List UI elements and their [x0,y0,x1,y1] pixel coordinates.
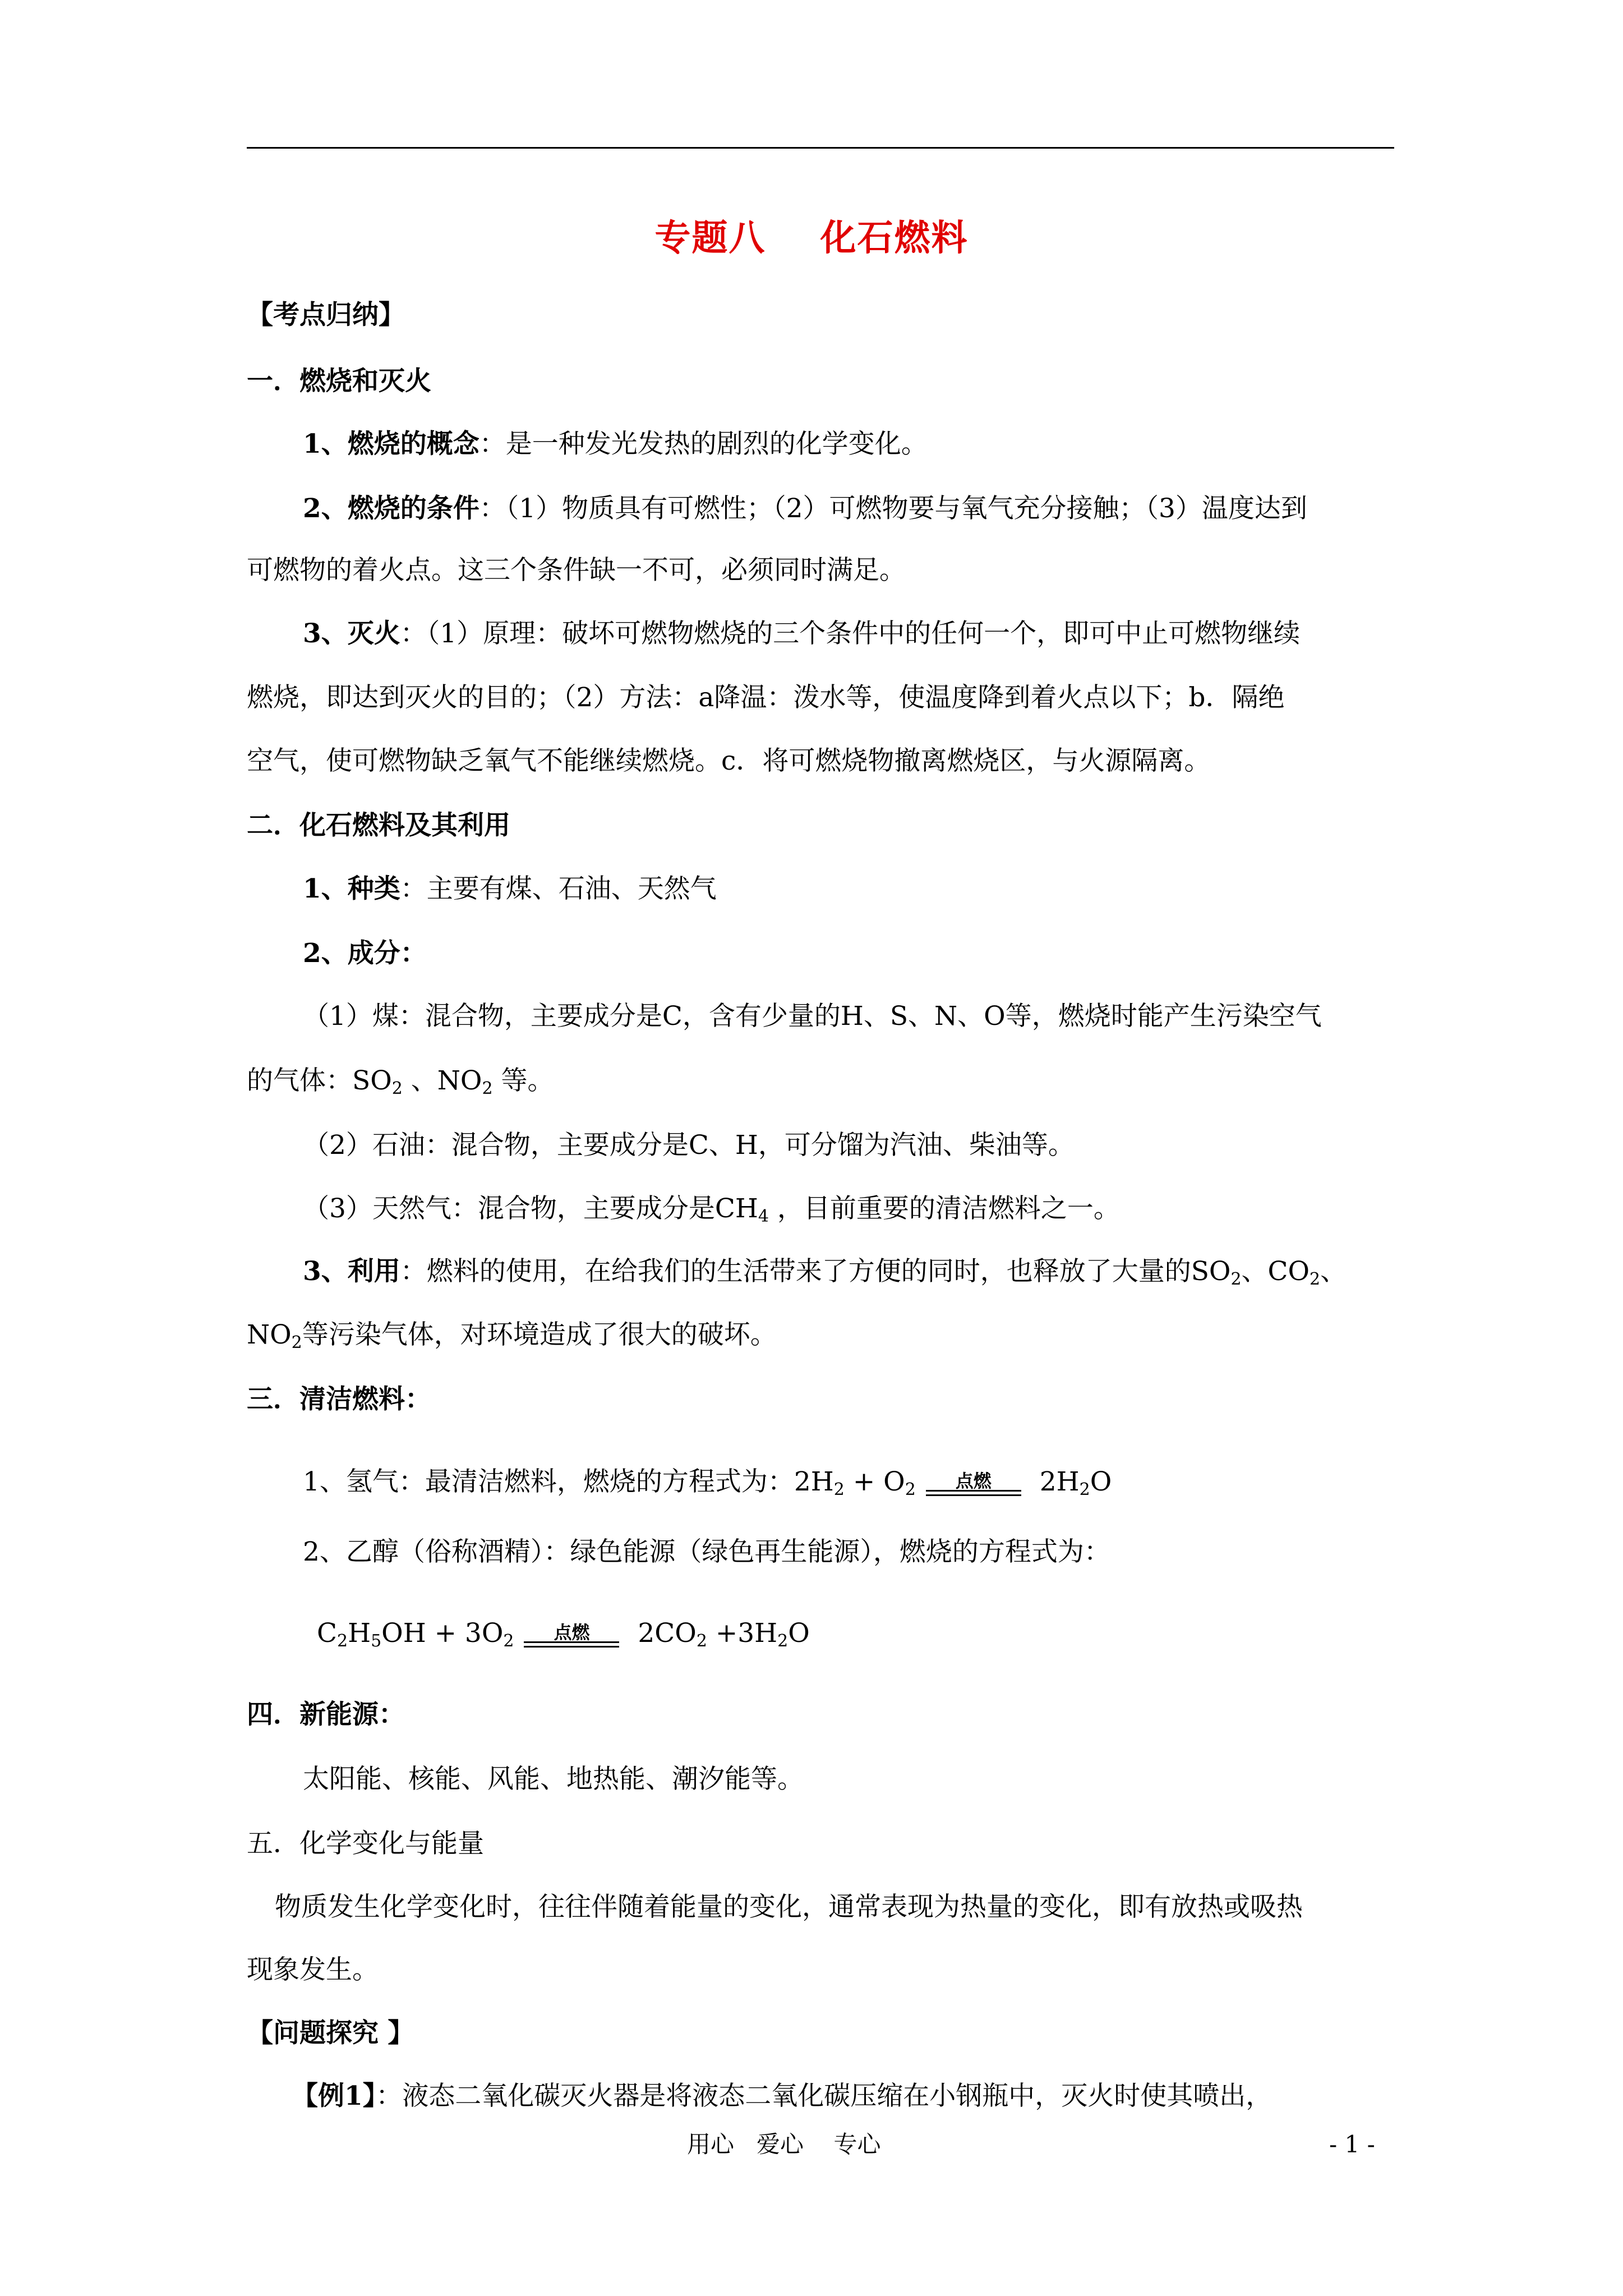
para-extinguish: 3、灭火：（1）原理：破坏可燃物燃烧的三个条件中的任何一个，即可中止可燃物继续 [303,618,1301,649]
section-wenti: 【问题探究 】 [247,2018,414,2049]
heading-fossil-fuels: 二．化石燃料及其利用 [247,810,510,841]
para-components: 2、成分： [303,938,427,969]
page-number: - 1 - [1329,2131,1375,2158]
para-example-1: 【例1】：液态二氧化碳灭火器是将液态二氧化碳压缩在小钢瓶中，灭火时使其喷出， [292,2081,1272,2111]
para-ethanol: 2、乙醇（俗称酒精）：绿色能源（绿色再生能源），燃烧的方程式为： [303,1536,1110,1567]
heading-combustion: 一．燃烧和灭火 [247,366,431,397]
para-hydrogen-equation: 1、氢气：最清洁燃料，燃烧的方程式为：$2H_2 + O_2$ 点燃 $2H_2O$ [303,1466,1112,1499]
para-chemical-energy: 物质发生化学变化时，往往伴随着能量的变化，通常表现为热量的变化，即有放热或吸热 [275,1892,1303,1922]
reaction-condition-ignite: 点燃 [524,1623,619,1648]
para-coal-cont: 的气体：$SO_2$ 、$NO_2$ 等。 [247,1065,554,1098]
para-chemical-energy-cont: 现象发生。 [247,1954,379,1985]
reaction-condition-ignite: 点燃 [926,1472,1021,1496]
section-kaodian: 【考点归纳】 [247,300,405,330]
para-combustion-conditions: 2、燃烧的条件：（1）物质具有可燃性；（2）可燃物要与氧气充分接触；（3）温度达到 [303,493,1307,524]
para-ethanol-equation: $C_2H_5OH + 3O_2$ 点燃 $2CO_2 +3H_2O$ [317,1618,810,1651]
para-types: 1、种类：主要有煤、石油、天然气 [303,873,717,904]
para-oil: （2）石油：混合物，主要成分是C、H，可分馏为汽油、柴油等。 [303,1130,1075,1161]
para-new-energy: 太阳能、核能、风能、地热能、潮汐能等。 [303,1764,804,1795]
para-utilization-cont: $NO_2$等污染气体，对环境造成了很大的破坏。 [247,1319,777,1352]
page-title: 专题八 化石燃料 [654,217,969,259]
para-coal: （1）煤：混合物，主要成分是C，含有少量的H、S、N、O等，燃烧时能产生污染空气 [303,1001,1322,1032]
para-extinguish-cont2: 空气，使可燃物缺乏氧气不能继续燃烧。c．将可燃烧物撤离燃烧区，与火源隔离。 [247,746,1211,776]
para-utilization: 3、利用：燃料的使用，在给我们的生活带来了方便的同时，也释放了大量的$SO_2$、$CO_2$、 [303,1256,1347,1289]
heading-clean-fuels: 三．清洁燃料： [247,1384,431,1415]
para-combustion-conditions-cont: 可燃物的着火点。这三个条件缺一不可，必须同时满足。 [247,555,906,586]
para-natural-gas: （3）天然气：混合物，主要成分是$CH_4$ ，目前重要的清洁燃料之一。 [303,1193,1120,1226]
para-combustion-concept: 1、燃烧的概念：是一种发光发热的剧烈的化学变化。 [303,429,928,459]
footer-motto: 用心 爱心 专心 [687,2131,881,2158]
heading-chemical-energy: 五．化学变化与能量 [247,1828,484,1859]
heading-new-energy: 四．新能源： [247,1699,405,1730]
para-extinguish-cont1: 燃烧，即达到灭火的目的；（2）方法：a降温：泼水等，使温度降到着火点以下；b．隔绝 [247,682,1285,713]
header-rule [247,147,1394,149]
